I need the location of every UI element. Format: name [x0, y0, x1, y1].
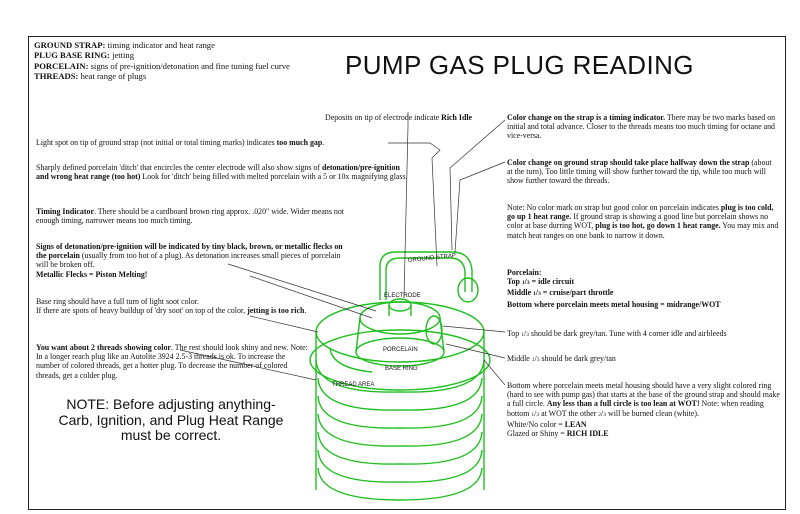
fraction-num: 1 — [531, 357, 535, 363]
note-line-3: must be correct. — [120, 427, 222, 443]
porcelain-bottom: Bottom where porcelain meets metal housing = midrange/WOT — [507, 299, 721, 309]
note-line-1: NOTE: Before adjusting anything- — [66, 396, 276, 412]
legend-desc: jetting — [109, 50, 135, 61]
ditch-bold: detonation/pre-ignition and wrong heat range (too hot) — [36, 163, 400, 182]
porcelain-middle-desc: = cruise/part throttle — [540, 288, 614, 298]
fraction-den: 3 — [538, 291, 541, 298]
bottom-ring-note: Bottom where porcelain meets metal housing should have a very slight colored ring (hard to see with pump gas) that starts at the base of the ground strap and should make a full circle. Any less than a full circle is too lean at WOT! Note: when reading bottom 1/3 at WOT the other 2/3 will be burned clean (white). White/No color = LEAN Glazed or Shiny = RICH IDLE — [507, 381, 780, 439]
legend-row-base-ring — [34, 50, 334, 60]
lean-label: White/No color = — [507, 419, 565, 429]
tune-mid-b: should be dark grey/tan — [539, 354, 616, 363]
tune-mid-a: Middle — [507, 354, 532, 363]
porcelain-label: PORCELAIN — [383, 347, 418, 353]
porcelain-zones: Porcelain: Top 1/3 = idle circuit Middle 1/3 = cruise/part throttle Bottom where porcelain meets metal housing = midrange/WOT — [507, 268, 721, 309]
note-line-2: Carb, Ignition, and Plug Heat Range — [58, 411, 284, 428]
legend — [34, 40, 334, 82]
legend-row-ground-strap — [34, 40, 334, 50]
fraction-num: 1 — [533, 291, 536, 298]
legend-desc: signs of pre-ignition/detonation and fine tuning fuel curve — [88, 60, 290, 71]
tune-top-b: should be dark grey/tan. Tune with 4 corner idle and airbleeds — [528, 329, 727, 338]
fraction-num: 1 — [531, 411, 535, 418]
rich-label: Glazed or Shiny = — [507, 429, 567, 439]
heat-text: Note: No color mark on strap but good color on porcelain indicates — [507, 203, 721, 212]
legend-desc: timing indicator and heat range — [105, 40, 215, 50]
adjustment-note — [36, 397, 306, 444]
porcelain-heading: Porcelain: — [507, 268, 542, 277]
color1-bold: Color change on the strap is a timing indicator. — [507, 113, 666, 122]
thread-area-label: THREAD AREA — [332, 382, 375, 388]
lean-value: LEAN — [564, 419, 587, 429]
gap-note — [36, 138, 396, 147]
base-text: Base ring should have a full turn of light soot color. — [36, 297, 199, 306]
legend-term: THREADS: — [34, 71, 79, 82]
legend-row-porcelain — [34, 61, 334, 71]
tune-top-a: Top — [507, 329, 522, 338]
tune-middle-note: Middle 1/3 should be dark grey/tan — [507, 354, 616, 363]
gap-text: Light spot on tip of ground strap (not initial or total timing marks) indicates — [36, 138, 277, 147]
signs-bold-2: Metallic Flecks = Piston Melting! — [36, 269, 148, 279]
heat-range-note — [507, 203, 779, 240]
ground-strap-label: GROUND STRAP — [407, 252, 457, 264]
electrode-label: ELECTRODE — [384, 293, 421, 299]
legend-row-threads — [34, 71, 334, 81]
heat-bold-2: plug is too hot, go down 1 heat range. — [595, 221, 721, 231]
deposits-text: Deposits on tip of electrode indicate — [325, 113, 442, 122]
base-text-2: If there are spots of heavy buildup of 'dry soot' on top of the color, — [36, 306, 248, 316]
signs-bold: Signs of detonation/pre-ignition will be indicated by tiny black, brown, or metallic flecks on the porcelain — [36, 242, 343, 261]
color2-text: (about at the turn). Too little timing will show further toward the tip, while too much will show further toward the threads. — [507, 158, 772, 186]
bottom-text-4: will be burned clean (white). — [606, 408, 699, 418]
threads-bold: You want about 2 threads showing color — [36, 343, 171, 352]
gap-end: . — [322, 138, 325, 147]
fraction-num: 2 — [598, 411, 602, 418]
porcelain-top-desc: = idle circuit — [529, 277, 575, 287]
timing-bold: Timing Indicator — [36, 207, 94, 216]
color-change-note — [507, 113, 779, 141]
bottom-text-3: at WOT the other — [539, 408, 599, 418]
base-ring-label: BASE RING — [385, 366, 418, 372]
fraction-num: 1 — [521, 280, 525, 287]
bottom-text: Bottom where porcelain meets metal housing should have a very slight colored ring (hard to see with pump gas) that starts at the base of the ground strap and should make a full circle. — [507, 381, 780, 409]
fraction-den: 3 — [526, 332, 529, 338]
legend-term: PORCELAIN: — [34, 60, 89, 71]
heat-text-3: You may mix and match heat ranges on one bank to narrow it down. — [507, 221, 779, 240]
heat-text-2: If ground strap is showing a good line but porcelain shows no color at base durring WOT, — [507, 212, 769, 231]
rich-value: RICH IDLE — [566, 429, 609, 439]
ditch-note — [36, 163, 408, 181]
legend-term: PLUG BASE RING: — [34, 50, 110, 61]
ditch-text: Sharply defined porcelain 'ditch' that encircles the center electrode will also show signs of — [36, 163, 322, 172]
deposits-note — [325, 113, 505, 122]
bottom-bold: Any less than a full circle is too lean at WOT! — [546, 399, 700, 409]
threads-text: . The rest should look shiny and new. Note: In a longer reach plug like an Autolite 3924 2.5-3 threads is ok. To increase the number of colored threads, get a hotter plug. To decrease the number of colored threads, get a colder plug. — [36, 343, 308, 380]
heat-bold: plug is too cold, go up 1 heat range. — [507, 203, 774, 222]
timing-indicator-note — [36, 207, 354, 225]
porcelain-top: Top — [507, 277, 522, 287]
signs-text: (usually from too hot of a plug). As detonation increases small pieces of porcelain will be broken off. — [36, 251, 341, 270]
deposits-bold: Rich Idle — [441, 113, 473, 122]
base-ring-note — [36, 297, 336, 315]
tune-top-note: Top 1/3 should be dark grey/tan. Tune with 4 corner idle and airbleeds — [507, 329, 727, 338]
fraction-den: 3 — [536, 411, 540, 418]
threads-note — [36, 343, 310, 380]
color2-bold: Color change on ground strap should take place halfway down the strap — [507, 158, 750, 167]
base-bold: jetting is too rich — [247, 306, 305, 316]
fraction-den: 3 — [536, 357, 540, 363]
legend-desc: heat range of plugs — [78, 71, 147, 82]
fraction-den: 3 — [526, 280, 530, 287]
halfway-note — [507, 158, 779, 186]
bottom-text-2: Note: when reading bottom — [507, 399, 764, 418]
gap-bold: too much gap — [276, 138, 323, 147]
ditch-text-2: Look for 'ditch' being filled with melted porcelain with a 5 or 10x magnifying glass. — [140, 172, 408, 182]
timing-text: . There should be a cardboard brown ring approx. .020" wide. Wider means not enough timing, narrower means too much timing. — [36, 207, 344, 226]
fraction-num: 1 — [521, 332, 524, 338]
detonation-signs-note — [36, 242, 346, 279]
fraction-den: 3 — [603, 411, 607, 418]
porcelain-middle: Middle — [507, 288, 534, 298]
page-title: PUMP GAS PLUG READING — [345, 50, 694, 80]
legend-term: GROUND STRAP: — [34, 40, 106, 50]
base-end: . — [304, 306, 307, 316]
color1-text: There may be two marks based on initial and total advance. Closer to the threads means too much timing for octane and vice-versa. — [507, 113, 776, 141]
